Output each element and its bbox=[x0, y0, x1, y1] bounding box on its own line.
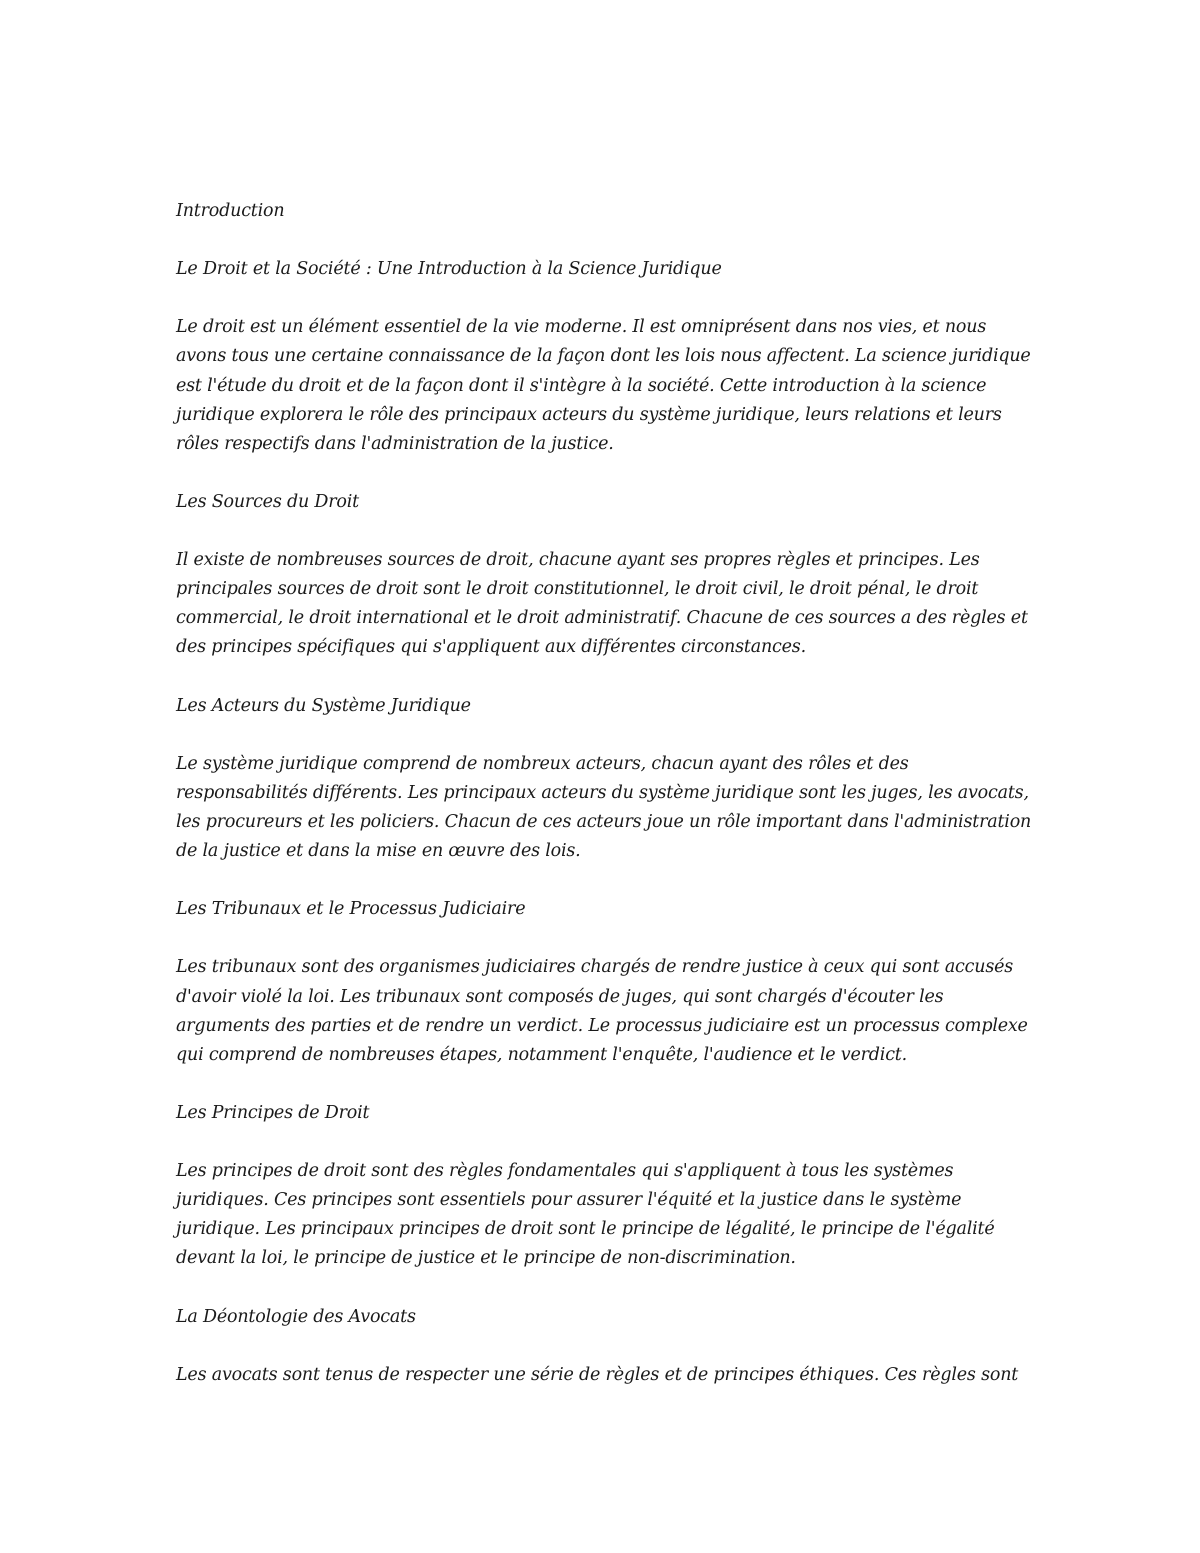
section-body-tribunaux: Les tribunaux sont des organismes judiciaires chargés de rendre justice à ceux qui sont accusés d'avoir violé la loi. Les tribunaux sont composés de juges, qui sont chargés d'écouter les arguments des parties et de rendre un verdict. Le processus judiciaire est un processus complexe qui comprend de nombreuses étapes, notamment l'enquête, l'audience et le verdict. bbox=[176, 957, 1028, 1065]
section-heading-principes: Les Principes de Droit bbox=[176, 1102, 370, 1123]
section-body-sources: Il existe de nombreuses sources de droit, chacune ayant ses propres règles et principes. Les principales sources de droit sont le droit constitutionnel, le droit civil, le droit pénal, le droit commercial, le droit international et le droit administratif. Chacune de ces sources a des règles et des principes spécifiques qui s'appliquent aux différentes circonstances. bbox=[176, 550, 1028, 658]
section-body-acteurs: Le système juridique comprend de nombreux acteurs, chacun ayant des rôles et des responsabilités différents. Les principaux acteurs du système juridique sont les juges, les avocats, les procureurs et les policiers. Chacun de ces acteurs joue un rôle important dans l'administration de la justice et dans la mise en œuvre des lois. bbox=[176, 753, 1032, 862]
section-heading-acteurs: Les Acteurs du Système Juridique bbox=[176, 695, 471, 716]
section-body-principes: Les principes de droit sont des règles fondamentales qui s'appliquent à tous les systèmes juridiques. Ces principes sont essentiels pour assurer l'équité et la justice dans le système juridique. Les principaux principes de droit sont le principe de légalité, le principe de l'égalité devant la loi, le principe de justice et le principe de non-discrimination. bbox=[176, 1161, 995, 1269]
intro-label: Introduction bbox=[176, 201, 285, 221]
section-heading-tribunaux: Les Tribunaux et le Processus Judiciaire bbox=[176, 899, 526, 920]
section-body-deontologie: Les avocats sont tenus de respecter une série de règles et de principes éthiques. Ces règles sont bbox=[176, 1364, 1019, 1385]
section-heading-sources: Les Sources du Droit bbox=[176, 491, 359, 512]
intro-paragraph: Le droit est un élément essentiel de la vie moderne. Il est omniprésent dans nos vies, et nous avons tous une certaine connaissance de la façon dont les lois nous affectent. La science juridique est l'étude du droit et de la façon dont il s'intègre à la société. Cette introduction à la science juridique explorera le rôle des principaux acteurs du système juridique, leurs relations et leurs rôles respectifs dans l'administration de la justice. bbox=[176, 317, 1031, 454]
document-body bbox=[176, 197, 1036, 1390]
section-heading-deontologie: La Déontologie des Avocats bbox=[176, 1306, 416, 1327]
document-title: Le Droit et la Société : Une Introduction à la Science Juridique bbox=[176, 259, 722, 280]
